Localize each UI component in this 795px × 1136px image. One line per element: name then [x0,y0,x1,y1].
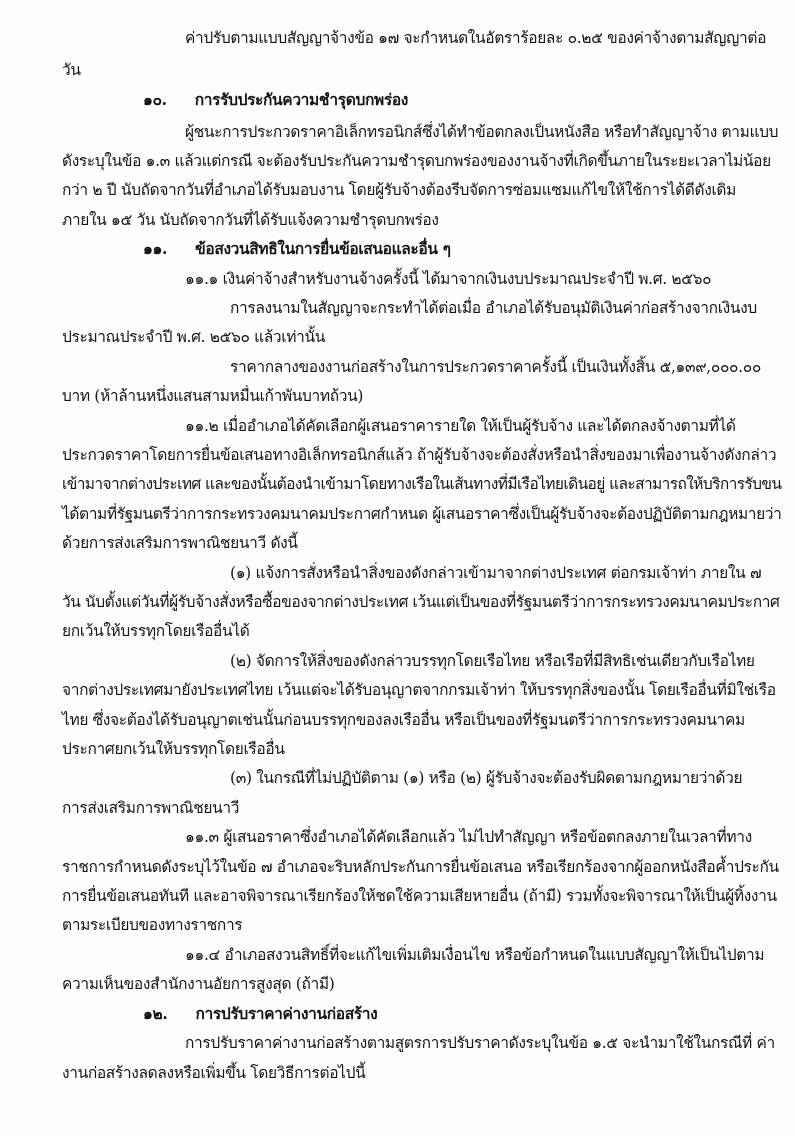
paragraph-line: วัน นับตั้งแต่วันที่ผู้รับจ้างสั่งหรือซื้อของจากต่างประเทศ เว้นแต่เป็นของที่รัฐมนตรีว่าการกระทรวงคมนาคมประกาศ [62,593,780,611]
paragraph-line: (๓) ในกรณีที่ไม่ปฏิบัติตาม (๑) หรือ (๒) ผู้รับจ้างจะต้องรับผิดตามกฎหมายว่าด้วย [230,769,743,787]
paragraph-line: เข้ามาจากต่างประเทศ และของนั้นต้องนำเข้ามาโดยทางเรือในเส้นทางที่มีเรือไทยเดินอยู่ และสามารถให้บริการรับขน [62,475,782,493]
paragraph-line: ค่าปรับตามแบบสัญญาจ้างข้อ ๑๗ จะกำหนดในอัตราร้อยละ ๐.๒๕ ของค่าจ้างตามสัญญาต่อ [185,29,767,47]
paragraph-line: ภายใน ๑๕ วัน นับถัดจากวันที่ได้รับแจ้งความชำรุดบกพร่อง [62,211,439,229]
paragraph-line: ๑๑.๔ อำเภอสงวนสิทธิ์ที่จะแก้ไขเพิ่มเติมเงื่อนไข หรือข้อกำหนดในแบบสัญญาให้เป็นไปตาม [185,946,765,964]
paragraph-line: การส่งเสริมการพาณิชยนาวี [62,799,240,817]
paragraph-line: บาท (ห้าล้านหนึ่งแสนสามหมื่นเก้าพันบาทถ้วน) [62,387,364,405]
paragraph-line: การปรับราคาค่างานก่อสร้างตามสูตรการปรับราคาดังระบุในข้อ ๑.๕ จะนำมาใช้ในกรณีที่ ค่า [185,1034,775,1052]
paragraph-line: ๑๑.๓ ผู้เสนอราคาซึ่งอำเภอได้คัดเลือกแล้ว ไม่ไปทำสัญญา หรือข้อตกลงภายในเวลาที่ทาง [185,828,752,846]
paragraph-line: ยกเว้นให้บรรทุกโดยเรืออื่นได้ [62,622,250,640]
paragraph-line: (๑) แจ้งการสั่งหรือนำสิ่งของดังกล่าวเข้ามาจากต่างประเทศ ต่อกรมเจ้าท่า ภายใน ๗ [230,564,762,582]
paragraph-line: ตามระเบียบของทางราชการ [62,916,243,934]
paragraph-line: การลงนามในสัญญาจะกระทำได้ต่อเมื่อ อำเภอได้รับอนุมัติเงินค่าก่อสร้างจากเงินงบ [230,299,757,317]
paragraph-line: ๑๑.๑ เงินค่าจ้างสำหรับงานจ้างครั้งนี้ ได้มาจากเงินงบประมาณประจำปี พ.ศ. ๒๕๖๐ [185,270,712,288]
paragraph-line: ได้ตามที่รัฐมนตรีว่าการกระทรวงคมนาคมประกาศกำหนด ผู้เสนอราคาซึ่งเป็นผู้รับจ้างจะต้องปฏิบัติตามกฎหมายว่า [62,505,782,523]
paragraph-line: ประกวดราคาโดยการยื่นข้อเสนอทางอิเล็กทรอนิกส์แล้ว ถ้าผู้รับจ้างจะต้องสั่งหรือนำสิ่งของมาเพื่องานจ้างดังกล่าว [62,446,777,464]
section-number: ๑๒. [143,1004,168,1023]
paragraph-line: ดังระบุในข้อ ๑.๓ แล้วแต่กรณี จะต้องรับประกันความชำรุดบกพร่องของงานจ้างที่เกิดขึ้นภายในระยะเวลาไม่น้อย [62,152,771,170]
paragraph-line: ความเห็นของสำนักงานอัยการสูงสุด (ถ้ามี) [62,975,335,993]
paragraph-line: จากต่างประเทศมายังประเทศไทย เว้นแต่จะได้รับอนุญาตจากกรมเจ้าท่า ให้บรรทุกสิ่งของนั้น โดยเรืออื่นที่มิใช่เรือ [62,681,776,699]
paragraph-line: ผู้ชนะการประกวดราคาอิเล็กทรอนิกส์ซึ่งได้ทำข้อตกลงเป็นหนังสือ หรือทำสัญญาจ้าง ตามแบบ [185,123,779,141]
paragraph-line: งานก่อสร้างลดลงหรือเพิ่มขึ้น โดยวิธีการต่อไปนี้ [62,1064,366,1082]
section-number: ๑๑. [143,239,168,258]
paragraph-line: ๑๑.๒ เมื่ออำเภอได้คัดเลือกผู้เสนอราคารายใด ให้เป็นผู้รับจ้าง และได้ตกลงจ้างตามที่ได้ [185,417,736,435]
section-11-heading [143,239,451,261]
paragraph-line: ประกาศยกเว้นให้บรรทุกโดยเรืออื่น [62,740,285,758]
paragraph-line: (๒) จัดการให้สิ่งของดังกล่าวบรรทุกโดยเรือไทย หรือเรือที่มีสิทธิเช่นเดียวกับเรือไทย [230,652,755,670]
section-title: การรับประกันความชำรุดบกพร่อง [194,90,408,109]
paragraph-line: กว่า ๒ ปี นับถัดจากวันที่อำเภอได้รับมอบงาน โดยผู้รับจ้างต้องรีบจัดการซ่อมแซมแก้ไขให้ใช้การได้ดีดังเดิม [62,181,736,199]
section-number: ๑๐. [143,90,167,109]
paragraph-line: ราคากลางของงานก่อสร้างในการประกวดราคาครั้งนี้ เป็นเงินทั้งสิ้น ๕,๑๓๙,๐๐๐.๐๐ [230,358,761,376]
section-title: ข้อสงวนสิทธิในการยื่นข้อเสนอและอื่น ๆ [195,239,451,258]
paragraph-line: ประมาณประจำปี พ.ศ. ๒๕๖๐ แล้วเท่านั้น [62,328,325,346]
paragraph-line: ไทย ซึ่งจะต้องได้รับอนุญาตเช่นนั้นก่อนบรรทุกของลงเรืออื่น หรือเป็นของที่รัฐมนตรีว่าการกระทรวงคมนาคม [62,711,745,729]
paragraph-line: ด้วยการส่งเสริมการพาณิชยนาวี ดังนี้ [62,534,298,552]
section-title: การปรับราคาค่างานก่อสร้าง [195,1004,378,1023]
paragraph-line: ราชการกำหนดดังระบุไว้ในข้อ ๗ อำเภอจะริบหลักประกันการยื่นข้อเสนอ หรือเรียกร้องจากผู้ออกหนังสือค้ำประกัน [62,858,779,876]
paragraph-line: วัน [62,61,81,79]
section-12-heading [143,1004,377,1026]
paragraph-line: การยื่นข้อเสนอทันที และอาจพิจารณาเรียกร้องให้ชดใช้ความเสียหายอื่น (ถ้ามี) รวมทั้งจะพิจารณาให้เป็นผู้ทิ้งงาน [62,887,777,905]
section-10-heading [143,90,408,112]
